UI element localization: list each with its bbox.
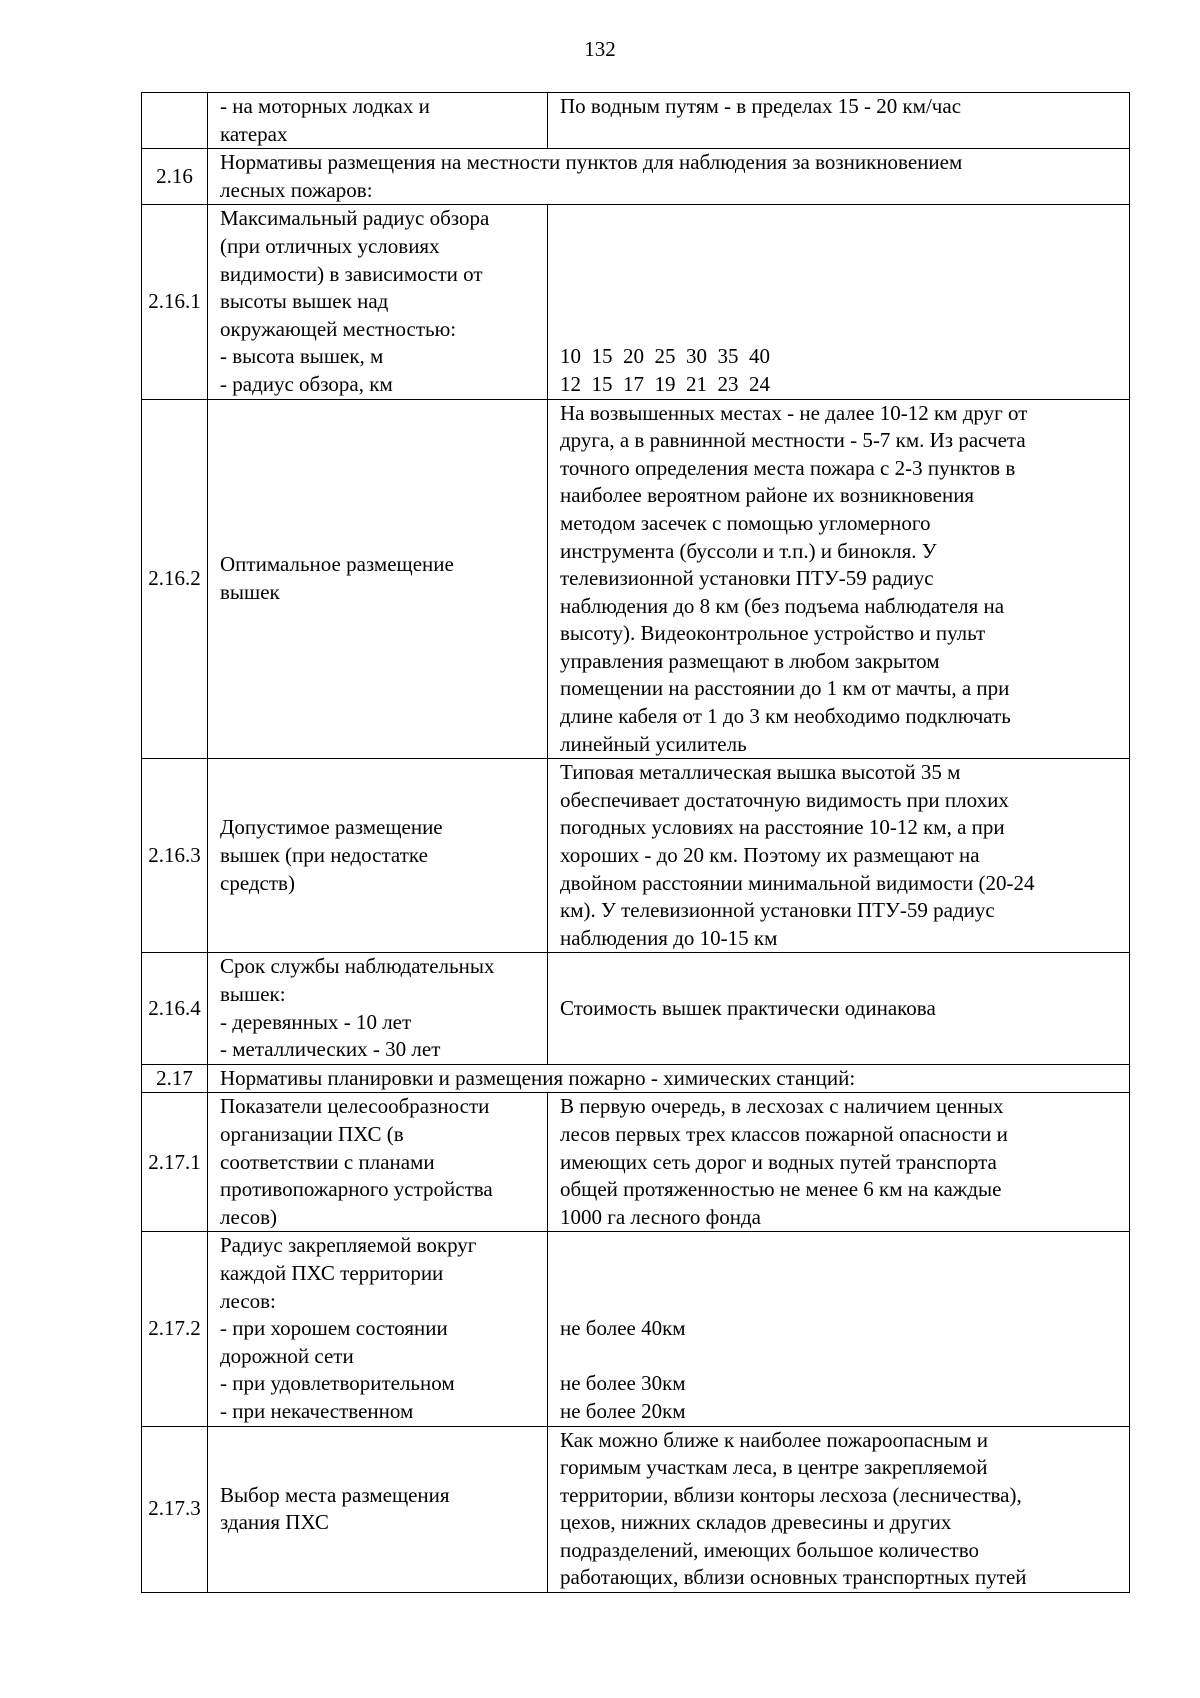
value-cell: Как можно ближе к наиболее пожароопасным и горимым участкам леса, в центре закрепляемой территории, вблизи конторы лесхоза (лесничества), цехов, нижних складов древесины и других подразделений, имеющих большое количество работающих, вблизи основных транспортных путей bbox=[548, 1426, 1130, 1593]
value-cell: Стоимость вышек практически одинакова bbox=[548, 953, 1130, 1064]
value-cell: Типовая металлическая вышка высотой 35 м обеспечивает достаточную видимость при плохих погодных условиях на расстояние 10-12 км, а при хороших - до 20 км. Поэтому их размещают на двойном расстоянии минимальной видимости (20-24 км). У телевизионной установки ПТУ-59 радиус наблюдения до 10-15 км bbox=[548, 759, 1130, 953]
row-number: 2.16.3 bbox=[142, 759, 208, 953]
value-cell: По водным путям - в пределах 15 - 20 км/час bbox=[548, 93, 1130, 149]
row-number bbox=[142, 93, 208, 149]
parameter-cell: Выбор места размещения здания ПХС bbox=[208, 1426, 548, 1593]
parameter-cell: Допустимое размещение вышек (при недостатке средств) bbox=[208, 759, 548, 953]
row-number: 2.16.2 bbox=[142, 399, 208, 759]
table-row bbox=[142, 1426, 1130, 1593]
section-header-row bbox=[142, 1064, 1130, 1093]
value-cell: 10 15 20 25 30 35 40 12 15 17 19 21 23 24 bbox=[548, 205, 1130, 399]
row-number: 2.17 bbox=[142, 1064, 208, 1093]
table-row bbox=[142, 759, 1130, 953]
value-cell: На возвышенных местах - не далее 10-12 км друг от друга, а в равнинной местности - 5-7 км. Из расчета точного определения места пожара с 2-3 пунктов в наиболее вероятном районе их возникновения методом засечек с помощью угломерного инструмента (буссоли и т.п.) и бинокля. У телевизионной установки ПТУ-59 радиус наблюдения до 8 км (без подъема наблюдателя на высоту). Видеоконтрольное устройство и пульт управления размещают в любом закрытом помещении на расстоянии до 1 км от мачты, а при длине кабеля от 1 до 3 км необходимо подключать линейный усилитель bbox=[548, 399, 1130, 759]
table-row bbox=[142, 399, 1130, 759]
value-cell: В первую очередь, в лесхозах с наличием ценных лесов первых трех классов пожарной опасности и имеющих сеть дорог и водных путей транспорта общей протяженностью не менее 6 км на каждые 1000 га лесного фонда bbox=[548, 1093, 1130, 1232]
row-number: 2.17.3 bbox=[142, 1426, 208, 1593]
row-number: 2.17.1 bbox=[142, 1093, 208, 1232]
parameter-cell: Срок службы наблюдательных вышек: - деревянных - 10 лет - металлических - 30 лет bbox=[208, 953, 548, 1064]
row-number: 2.16.4 bbox=[142, 953, 208, 1064]
table-row bbox=[142, 205, 1130, 399]
row-number: 2.17.2 bbox=[142, 1232, 208, 1426]
table-row bbox=[142, 1232, 1130, 1426]
row-number: 2.16.1 bbox=[142, 205, 208, 399]
parameter-cell: Показатели целесообразности организации ПХС (в соответствии с планами противопожарного устройства лесов) bbox=[208, 1093, 548, 1232]
row-number: 2.16 bbox=[142, 149, 208, 205]
table-row bbox=[142, 93, 1130, 149]
table-row bbox=[142, 953, 1130, 1064]
section-header-row bbox=[142, 149, 1130, 205]
section-title: Нормативы размещения на местности пунктов для наблюдения за возникновением лесных пожаров: bbox=[208, 149, 1130, 205]
parameter-cell: Оптимальное размещение вышек bbox=[208, 399, 548, 759]
table-row bbox=[142, 1093, 1130, 1232]
parameter-cell: Радиус закрепляемой вокруг каждой ПХС территории лесов: - при хорошем состоянии дорожной сети - при удовлетворительном - при некачественном bbox=[208, 1232, 548, 1426]
parameter-cell: Максимальный радиус обзора (при отличных условиях видимости) в зависимости от высоты вышек над окружающей местностью: - высота вышек, м - радиус обзора, км bbox=[208, 205, 548, 399]
value-cell: не более 40км не более 30км не более 20км bbox=[548, 1232, 1130, 1426]
section-title: Нормативы планировки и размещения пожарно - химических станций: bbox=[208, 1064, 1130, 1093]
page-number: 132 bbox=[584, 37, 616, 61]
norms-table bbox=[141, 92, 1130, 1593]
parameter-cell: - на моторных лодках и катерах bbox=[208, 93, 548, 149]
